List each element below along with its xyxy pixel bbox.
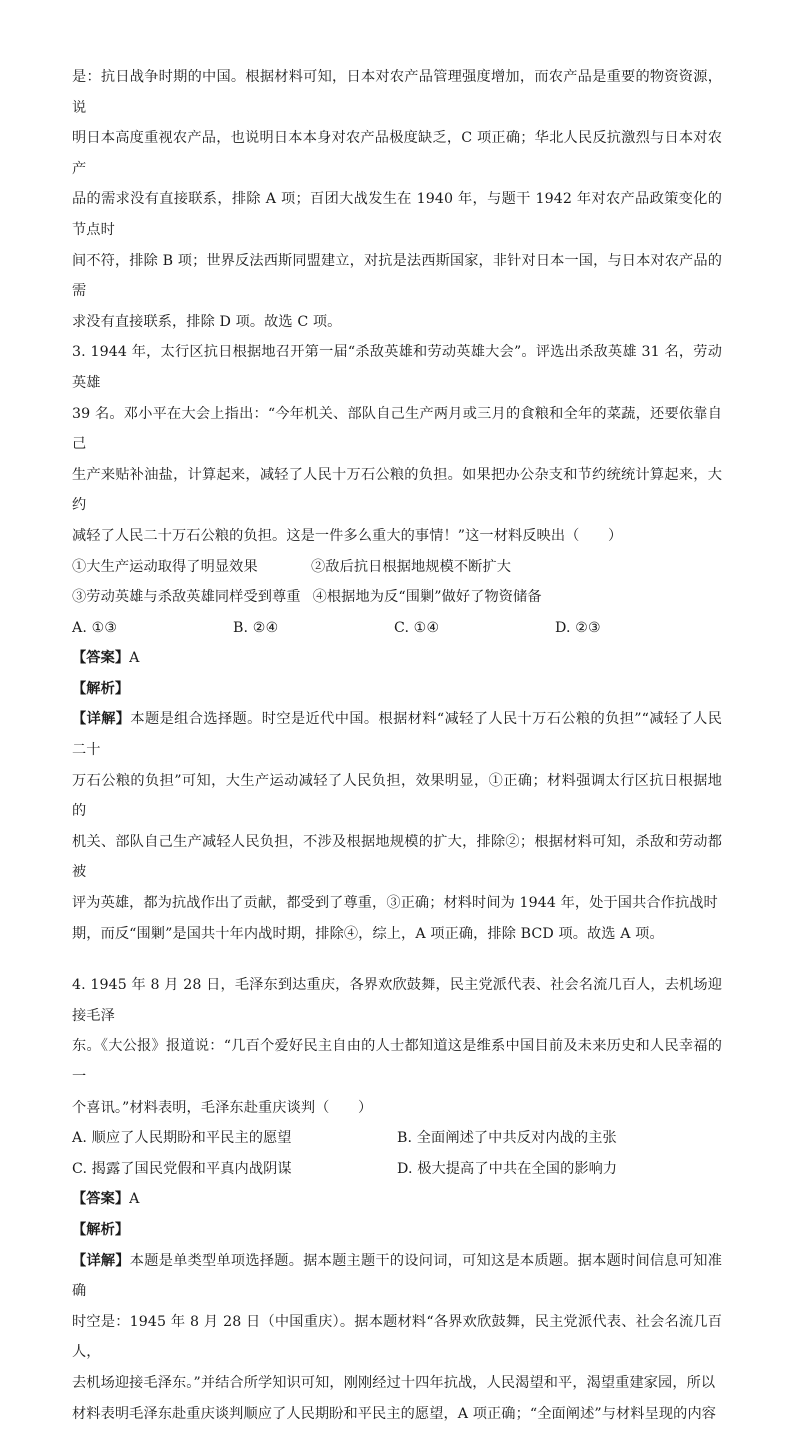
question-4	[72, 970, 722, 1429]
statement-row	[72, 552, 722, 583]
detail-line: 时空是：1945 年 8 月 28 日（中国重庆）。据本题材料“各界欢欣鼓舞，民主党派代表、社会名流几百人，	[72, 1313, 722, 1361]
detail-line: 材料表明毛泽东赴重庆谈判顺应了人民期盼和平民主的愿望，A 项正确；“全面阐述”与材料呈现的内容	[72, 1405, 717, 1422]
answer-line	[72, 643, 722, 674]
detail-line: 去机场迎接毛泽东。”并结合所学知识可知，刚刚经过十四年抗战，人民渴望和平，渴望重建家园，所以	[72, 1374, 716, 1391]
text-line: 是：抗日战争时期的中国。根据材料可知，日本对农产品管理强度增加，而农产品是重要的物资资源，说	[72, 69, 722, 116]
detail-line: 期，而反“围剿”是国共十年内战时期，排除④，综上，A 项正确，排除 BCD 项。故选 A 项。	[72, 925, 664, 942]
choice-c: C. ①④	[394, 619, 440, 636]
question-stem-line: 生产来贴补油盐，计算起来，减轻了人民十万石公粮的负担。如果把办公杂支和节约统统计算起来，大约	[72, 466, 722, 514]
analysis-tag: 【解析】	[72, 1221, 130, 1238]
choice-row	[72, 1154, 722, 1185]
detail-text: 本题是单类型单项选择题。据本题主题干的设问词，可知这是本质题。据本题时间信息可知准确	[72, 1252, 722, 1300]
question-stem-line: 减轻了人民二十万石公粮的负担。这是一件多么重大的事情！”这一材料反映出（ ）	[72, 527, 623, 544]
choice-b: B. ②④	[233, 619, 279, 636]
answer-value: A	[129, 650, 140, 667]
detail-tag: 【详解】	[72, 711, 131, 728]
answer-line	[72, 1184, 722, 1215]
choice-b: B. 全面阐述了中共反对内战的主张	[397, 1130, 617, 1147]
detail-line: 机关、部队自己生产减轻人民负担，不涉及根据地规模的扩大，排除②；根据材料可知，杀敌和劳动都被	[72, 833, 722, 881]
question-3	[72, 337, 722, 949]
choice-c: C. 揭露了国民党假和平真内战阴谋	[72, 1160, 292, 1177]
statement-item: ④根据地为反“围剿”做好了物资储备	[312, 589, 542, 606]
text-line: 求没有直接联系，排除 D 项。故选 C 项。	[72, 313, 342, 330]
document-page	[72, 62, 722, 1429]
q2-analysis-tail	[72, 62, 722, 337]
detail-line: 万石公粮的负担”可知，大生产运动减轻了人民负担，效果明显，①正确；材料强调太行区抗日根据地的	[72, 772, 722, 820]
detail-line: 评为英雄，都为抗战作出了贡献，都受到了尊重，③正确；材料时间为 1944 年，处于国共合作抗战时	[72, 895, 718, 912]
text-line: 品的需求没有直接联系，排除 A 项；百团大战发生在 1940 年，与题干 1942 年对农产品政策变化的节点时	[72, 191, 722, 238]
choice-a: A. 顺应了人民期盼和平民主的愿望	[72, 1130, 292, 1147]
statement-item: ②敌后抗日根据地规模不断扩大	[311, 558, 512, 575]
statement-item: ①大生产运动取得了明显效果	[72, 558, 258, 575]
question-stem-line: 3. 1944 年，太行区抗日根据地召开第一届“杀敌英雄和劳动英雄大会”。评选出杀敌英雄 31 名，劳动英雄	[72, 344, 722, 391]
statement-item: ③劳动英雄与杀敌英雄同样受到尊重	[72, 589, 301, 606]
answer-tag: 【答案】	[72, 1191, 130, 1208]
answer-value: A	[129, 1191, 140, 1208]
question-stem-line: 39 名。邓小平在大会上指出：“今年机关、部队自己生产两月或三月的食粮和全年的菜蔬，还要依靠自己	[72, 405, 722, 453]
question-stem-line: 个喜讯。”材料表明，毛泽东赴重庆谈判（ ）	[72, 1099, 373, 1116]
section-gap	[72, 949, 722, 970]
text-line: 间不符，排除 B 项；世界反法西斯同盟建立，对抗是法西斯国家，非针对日本一国，与日本对农产品的需	[72, 252, 722, 300]
choice-row	[72, 613, 722, 644]
question-stem-line: 东。《大公报》报道说：“几百个爱好民主自由的人士都知道这是维系中国目前及未来历史和人民幸福的一	[72, 1038, 722, 1085]
choice-a: A. ①③	[72, 619, 118, 636]
analysis-tag: 【解析】	[72, 680, 130, 697]
detail-line	[72, 1246, 722, 1307]
choice-d: D. ②③	[555, 619, 601, 636]
choice-d: D. 极大提高了中共在全国的影响力	[397, 1160, 618, 1177]
choice-row	[72, 1123, 722, 1154]
answer-tag: 【答案】	[72, 650, 130, 667]
detail-line	[72, 704, 722, 765]
question-stem-line: 4. 1945 年 8 月 28 日，毛泽东到达重庆，各界欢欣鼓舞，民主党派代表、社会名流几百人，去机场迎接毛泽	[72, 977, 722, 1024]
detail-text: 本题是组合选择题。时空是近代中国。根据材料“减轻了人民十万石公粮的负担”“减轻了人民二十	[72, 711, 722, 759]
text-line: 明日本高度重视农产品，也说明日本本身对农产品极度缺乏，C 项正确；华北人民反抗激烈与日本对农产	[72, 130, 722, 177]
detail-tag: 【详解】	[72, 1252, 130, 1269]
statement-row	[72, 582, 722, 613]
